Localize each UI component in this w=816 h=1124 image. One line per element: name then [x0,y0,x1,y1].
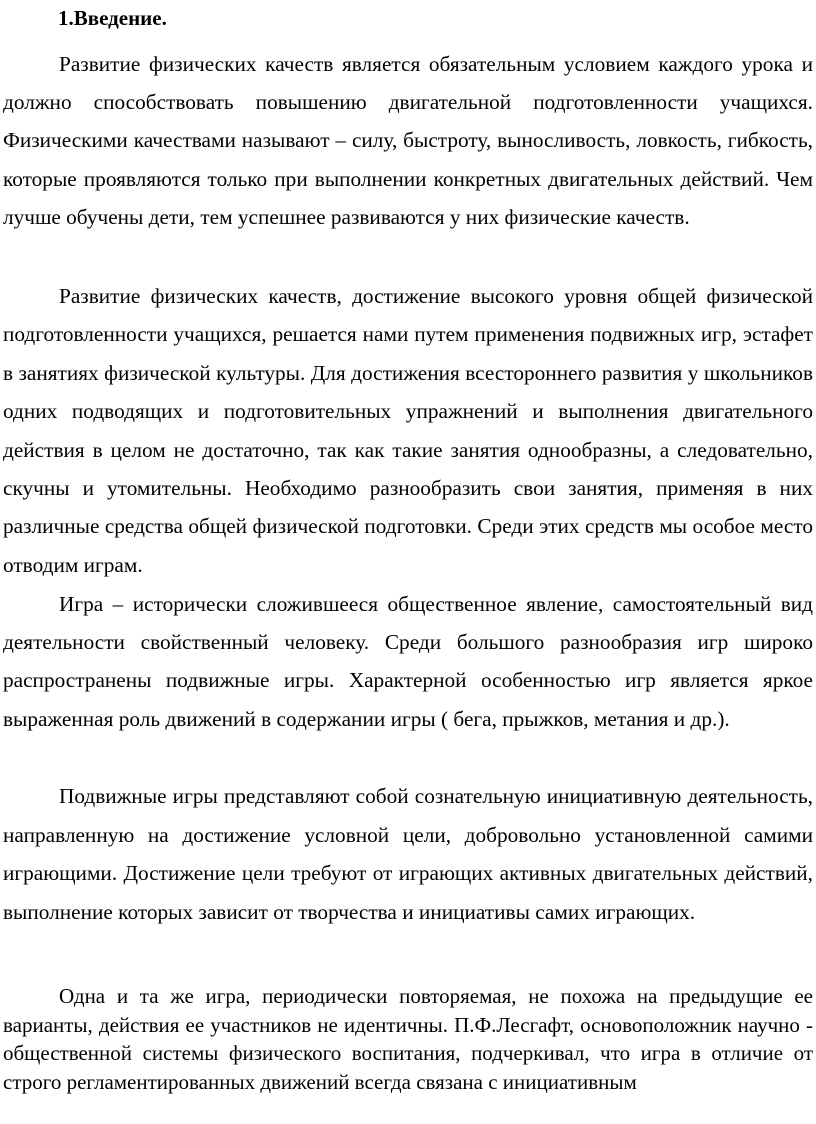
paragraph-active-games: Подвижные игры представляют собой сознательную инициативную деятельность, направленную на достижение условной цели, добровольно установленной самими играющими. Достижение цели требуют от играющих активных двигательных действий, выполнение которых зависит от творчества и инициативы самих играющих. [3,784,813,924]
paragraph-development-methods: Развитие физических качеств, достижение высокого уровня общей физической подготовленности учащихся, решается нами путем применения подвижных игр, эстафет в занятиях физической культуры. Для достижения всестороннего развития у школьников одних подводящих и подготовительных упражнений и выполнения двигательного действия в целом не достаточно, так как такие занятия однообразны, а следовательно, скучны и утомительны. Необходимо разнообразить свои занятия, применяя в них различные средства общей физической подготовки. Среди этих средств мы особое место отводим играм. [3,284,813,577]
paragraph-lesgaft: Одна и та же игра, периодически повторяемая, не похожа на предыдущие ее варианты, действия ее участников не идентичны. П.Ф.Лесгафт, основоположник научно - общественной системы физического воспитания, подчеркивал, что игра в отличие от строго регламентированных движений всегда связана с инициативным [3,984,813,1094]
section-heading: 1.Введение. [58,6,167,30]
paragraph-game-definition: Игра – исторически сложившееся общественное явление, самостоятельный вид деятельности свойственный человеку. Среди большого разнообразия игр широко распространены подвижные игры. Характерной особенностью игр является яркое выраженная роль движений в содержании игры ( бега, прыжков, метания и др.). [3,592,813,731]
paragraph-physical-qualities: Развитие физических качеств является обязательным условием каждого урока и должно способствовать повышению двигательной подготовленности учащихся. Физическими качествами называют – силу, быстроту, выносливость, ловкость, гибкость, которые проявляются только при выполнении конкретных двигательных действий. Чем лучше обучены дети, тем успешнее развиваются у них физические качеств. [3,52,813,229]
